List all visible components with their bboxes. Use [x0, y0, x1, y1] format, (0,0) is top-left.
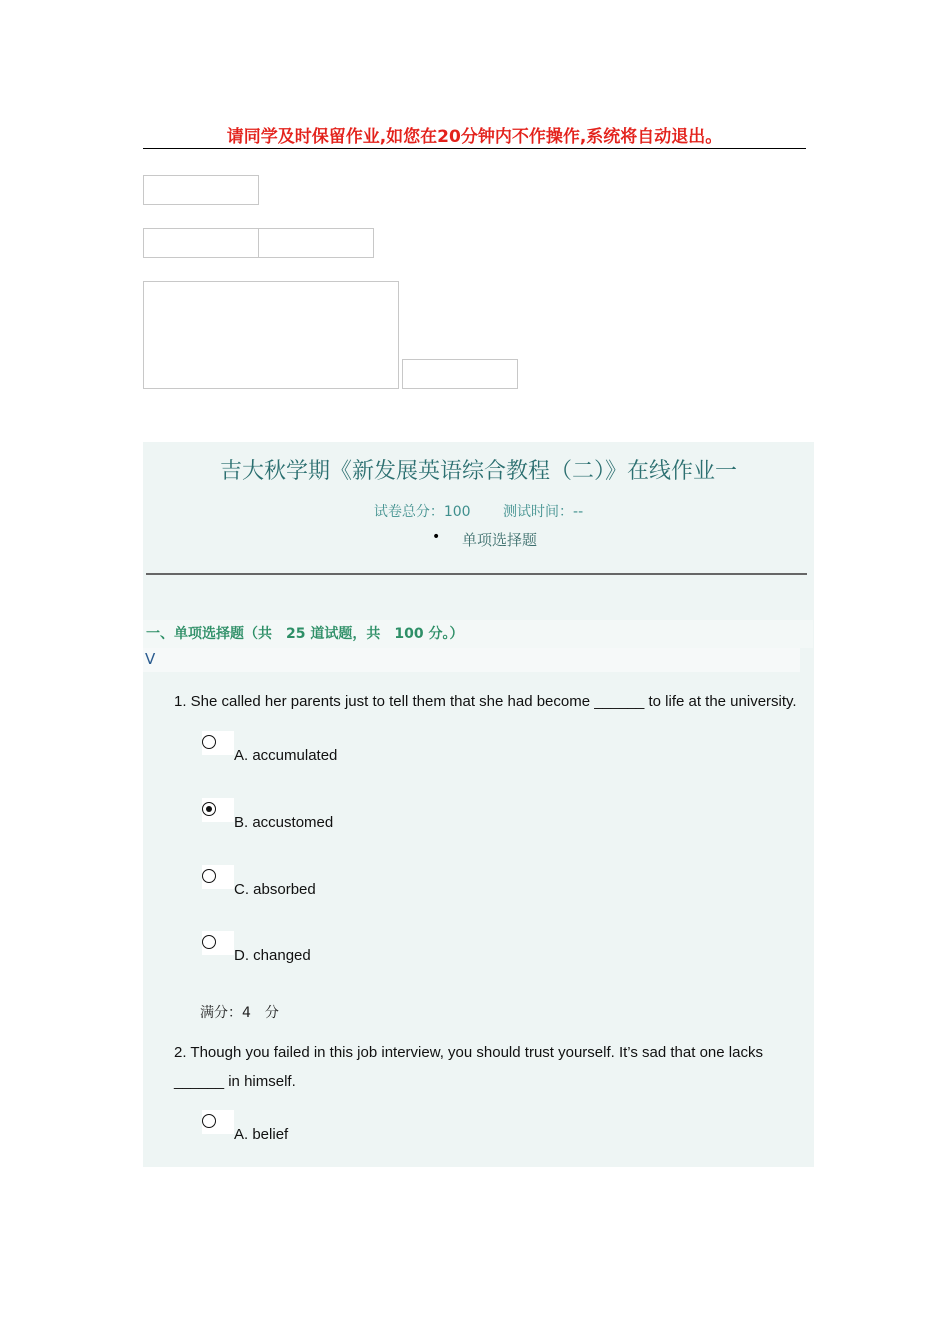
option-1b-cell: [202, 798, 234, 822]
question-2-text: 2. Though you failed in this job interview, you should trust yourself. It’s sad that one lacks ______ in himself.: [174, 1044, 763, 1090]
section-title: 一、单项选择题（共 25 道试题，共 100 分。）: [146, 626, 464, 642]
exam-meta: [143, 501, 814, 521]
option-1a-label: A. accumulated: [234, 747, 338, 764]
session-timeout-warning: 请同学及时保留作业,如您在20分钟内不作操作,系统将自动退出。: [143, 126, 806, 149]
option-1c-cell: [202, 865, 234, 889]
left-input-box[interactable]: [143, 228, 259, 258]
option-1d-cell: [202, 931, 234, 955]
right-input-box[interactable]: [258, 228, 374, 258]
option-1c-label: C. absorbed: [234, 881, 316, 898]
radio-1b[interactable]: [202, 802, 216, 816]
radio-1c[interactable]: [202, 869, 216, 883]
option-1a-cell: [202, 731, 234, 755]
option-2a-label: A. belief: [234, 1126, 289, 1143]
large-text-area[interactable]: [143, 281, 399, 389]
total-score: 试卷总分：100: [373, 504, 471, 520]
option-2a-cell: [202, 1110, 234, 1134]
option-1b-label: B. accustomed: [234, 814, 334, 831]
section-mark: V: [145, 650, 156, 668]
radio-2a[interactable]: [202, 1114, 216, 1128]
question-1-text: 1. She called her parents just to tell them that she had become ______ to life at the university.: [174, 693, 797, 710]
exam-title: 吉大秋学期《新发展英语综合教程（二）》在线作业一: [219, 459, 737, 484]
radio-1d[interactable]: [202, 935, 216, 949]
bullet-icon: •: [432, 529, 441, 545]
section-mark-band: [143, 648, 800, 672]
side-input-box[interactable]: [402, 359, 518, 389]
question-1-score: 满分：4 分: [200, 1005, 279, 1021]
radio-1a[interactable]: [202, 735, 216, 749]
tab-single-choice[interactable]: 单项选择题: [462, 531, 538, 549]
divider: [146, 573, 807, 575]
test-time: 测试时间：--: [503, 504, 584, 520]
top-input-box[interactable]: [143, 175, 259, 205]
option-1d-label: D. changed: [234, 947, 311, 964]
